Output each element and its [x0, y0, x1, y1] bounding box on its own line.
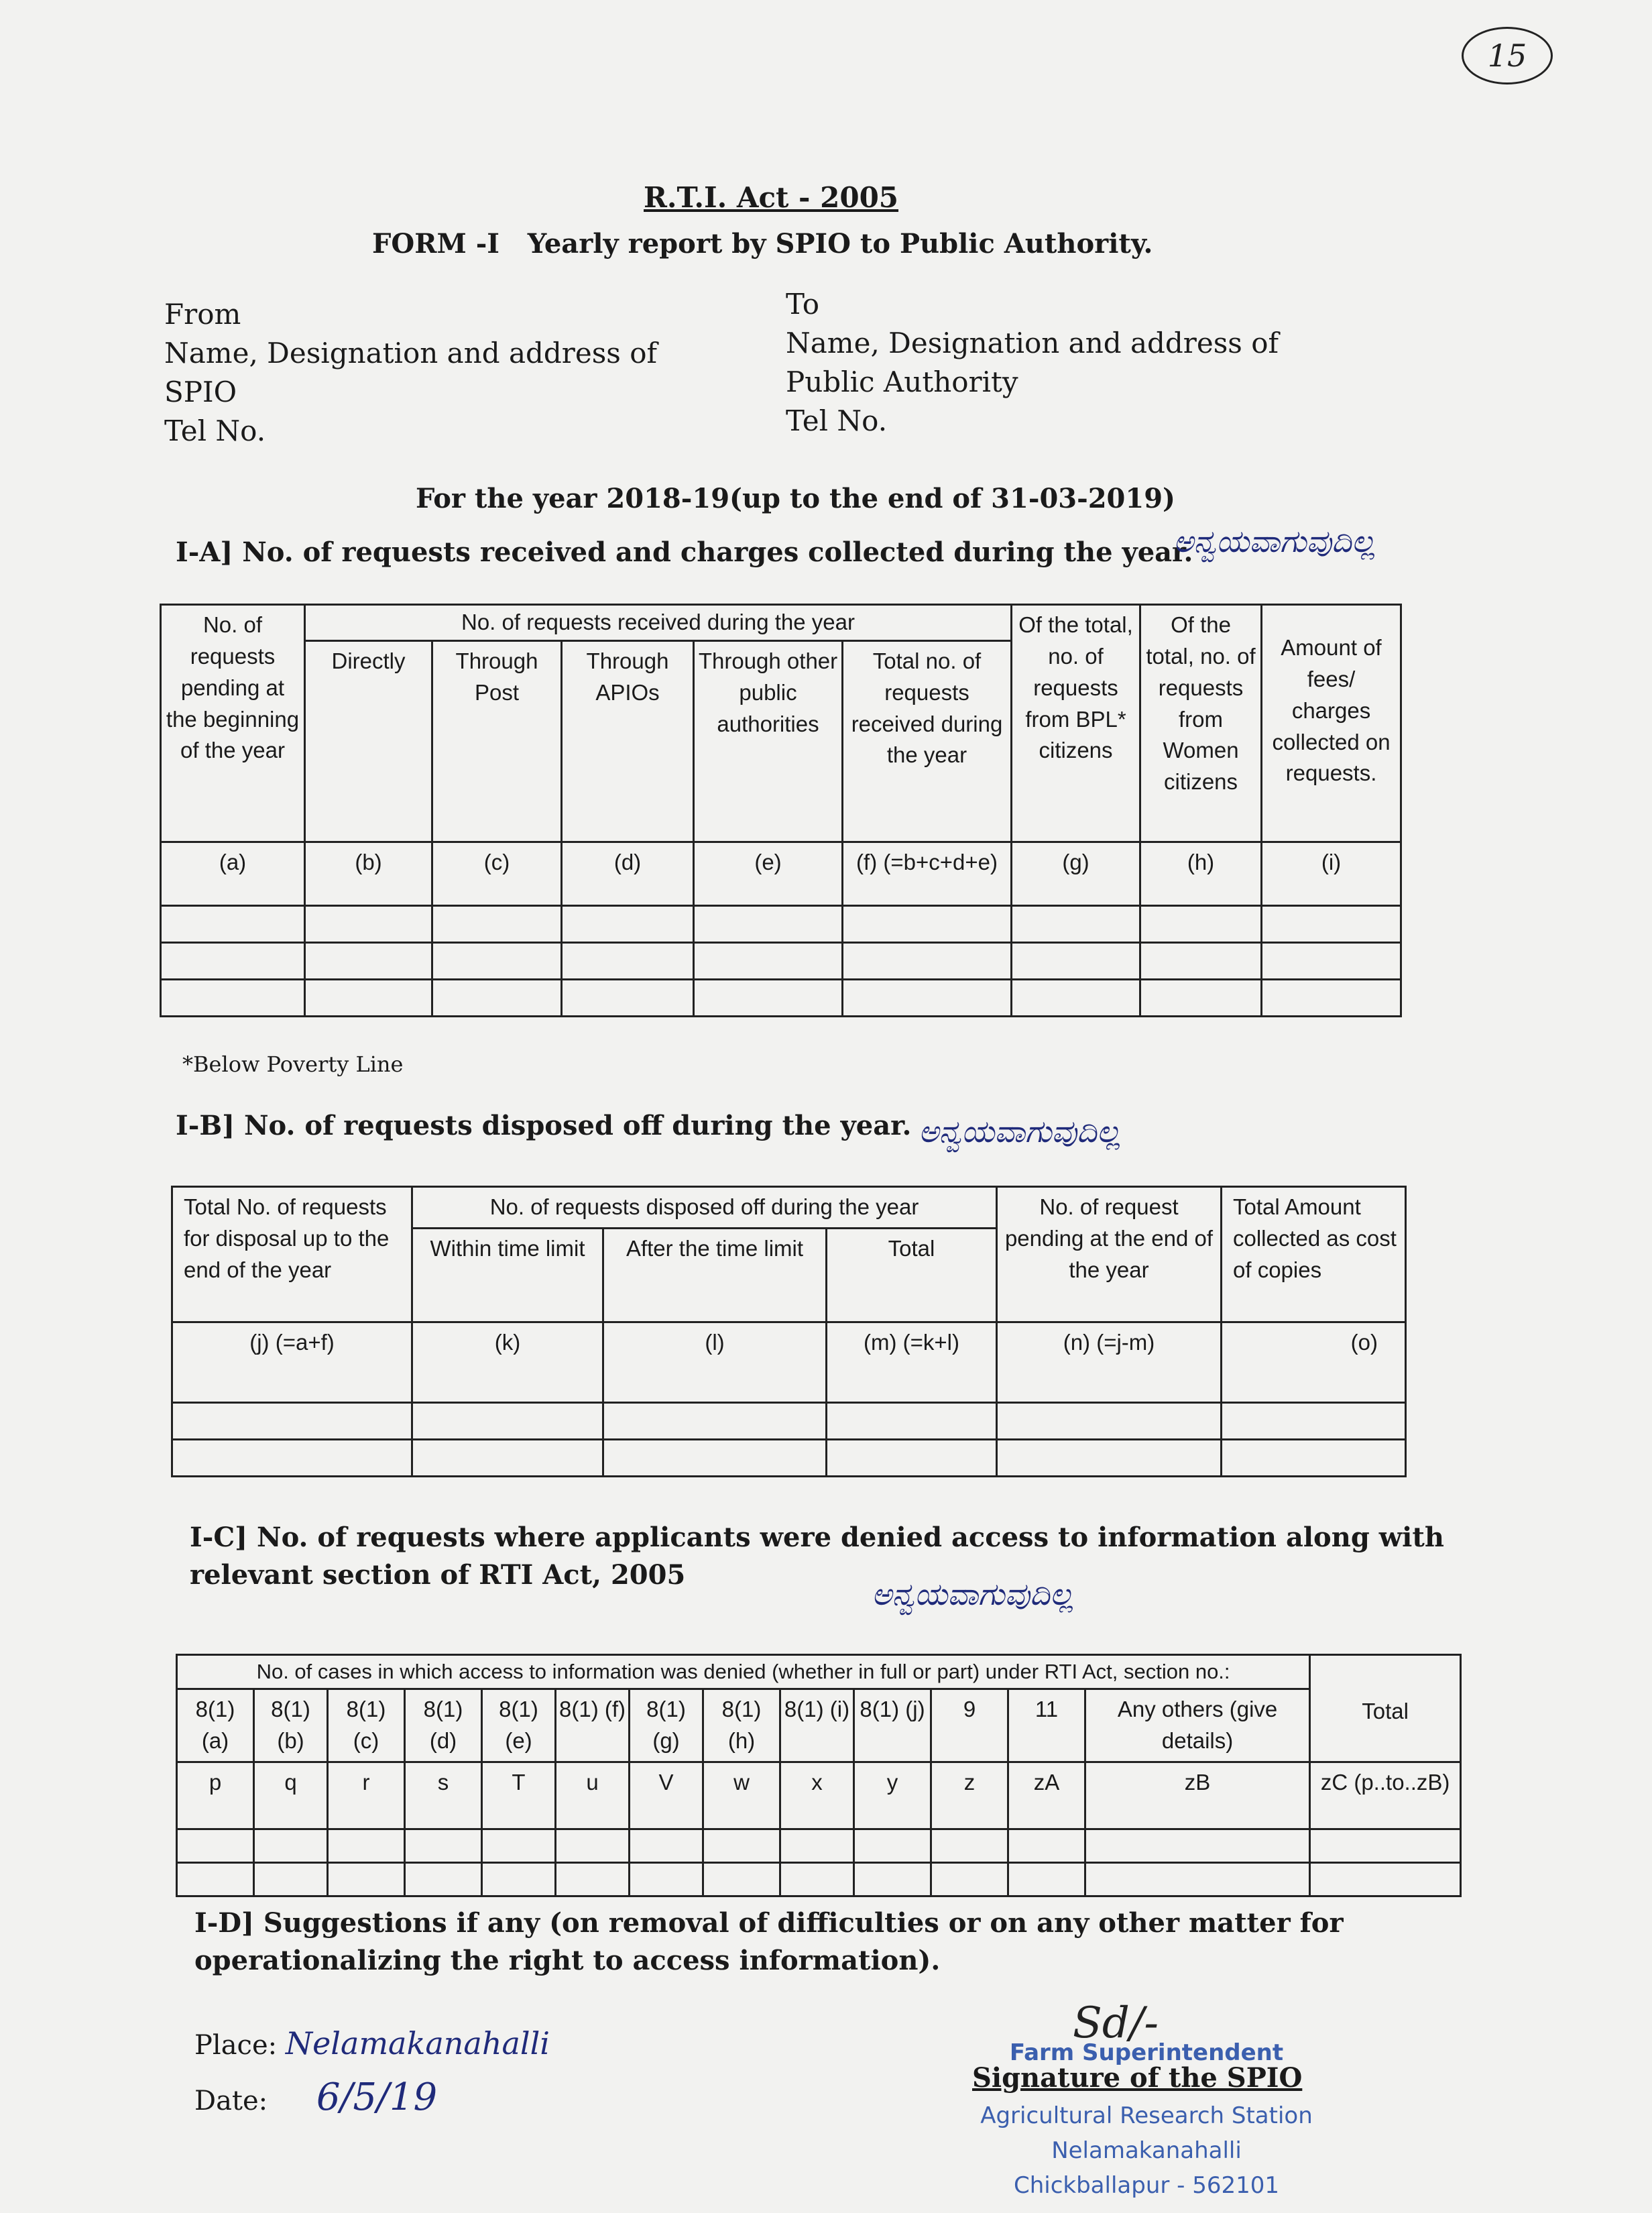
section-ic-heading — [190, 1519, 1444, 1594]
col-header: Through other public authorities — [694, 640, 843, 842]
section-id-heading-line: I-D] Suggestions if any (on removal of difficulties or on any other matter for — [194, 1907, 1344, 1939]
col-code: p — [177, 1762, 254, 1829]
col-code: (b) — [305, 842, 432, 905]
group-header: No. of requests disposed off during the year — [412, 1187, 997, 1229]
footnote-bpl: *Below Poverty Line — [182, 1052, 404, 1077]
to-line: Public Authority — [786, 365, 1018, 398]
year-line: For the year 2018-19(up to the end of 31-03-2019) — [416, 483, 1175, 514]
col-code: (i) — [1262, 842, 1401, 905]
col-code: u — [556, 1762, 630, 1829]
section-ic-table — [176, 1654, 1462, 1897]
col-code: zC (p..to..zB) — [1310, 1762, 1461, 1829]
section-id-heading-line: operationalizing the right to access information). — [194, 1945, 941, 1976]
table-row — [161, 905, 1401, 942]
col-code: s — [405, 1762, 482, 1829]
col-code: (c) — [432, 842, 562, 905]
handwritten-not-applicable: ಅನ್ವಯವಾಗುವುದಿಲ್ಲ — [872, 1576, 1074, 1612]
section-header: 8(1) (c) — [328, 1689, 405, 1762]
form-subtitle: FORM -I Yearly report by SPIO to Public Authority. — [372, 228, 1153, 260]
page-title: R.T.I. Act - 2005 — [644, 181, 899, 214]
col-header: Amount of fees/ charges collected on requests. — [1262, 605, 1401, 842]
col-code: (j) (=a+f) — [172, 1322, 412, 1402]
stamp-line: Chickballapur - 562101 — [1013, 2172, 1280, 2199]
section-ic-heading-line: relevant section of RTI Act, 2005 — [190, 1559, 686, 1591]
date-label: Date: — [194, 2086, 268, 2116]
from-line: Name, Designation and address of — [164, 337, 658, 370]
section-header: 8(1) (b) — [254, 1689, 328, 1762]
col-code: q — [254, 1762, 328, 1829]
stamp-line: Farm Superintendent — [1009, 2039, 1284, 2066]
table-row — [161, 942, 1401, 979]
section-header: 8(1) (e) — [482, 1689, 556, 1762]
signature-label: Signature of the SPIO — [972, 2062, 1303, 2094]
col-header: Of the total, no. of requests from BPL* citizens — [1012, 605, 1140, 842]
table-row — [177, 1862, 1461, 1896]
col-code: x — [780, 1762, 854, 1829]
handwritten-not-applicable: ಅನ್ವಯವಾಗುವುದಿಲ್ಲ — [1173, 523, 1376, 559]
section-ia-table — [160, 604, 1402, 1017]
col-code: (m) (=k+l) — [827, 1322, 997, 1402]
from-line: SPIO — [164, 376, 237, 408]
col-code: y — [854, 1762, 931, 1829]
section-ib-table — [171, 1186, 1407, 1477]
col-header: Of the total, no. of requests from Women citizens — [1140, 605, 1262, 842]
section-header: 11 — [1008, 1689, 1085, 1762]
col-header: Total no. of requests received during the year — [843, 640, 1012, 842]
section-header: 8(1) (h) — [703, 1689, 780, 1762]
place-row — [194, 2025, 550, 2061]
table-row — [172, 1402, 1406, 1439]
col-code: (n) (=j-m) — [997, 1322, 1222, 1402]
section-ia-heading: I-A] No. of requests received and charges collected during the year. — [176, 536, 1193, 568]
section-header: 8(1) (f) — [556, 1689, 630, 1762]
col-header: Total — [1310, 1655, 1461, 1762]
col-header: No. of requests pending at the beginning of the year — [161, 605, 305, 842]
section-header: 8(1) (a) — [177, 1689, 254, 1762]
from-line: Tel No. — [164, 414, 266, 447]
table-row — [161, 979, 1401, 1016]
from-label: From — [164, 298, 241, 331]
col-header: No. of request pending at the end of the year — [997, 1187, 1222, 1322]
handwritten-not-applicable: ಅನ್ವಯವಾಗುವುದಿಲ್ಲ — [919, 1113, 1121, 1149]
group-header: No. of cases in which access to information was denied (whether in full or part) under RTI Act, section no.: — [177, 1655, 1310, 1689]
date-row — [194, 2076, 437, 2119]
to-line: Tel No. — [786, 404, 888, 437]
to-block — [786, 285, 1279, 441]
to-line: Name, Designation and address of — [786, 327, 1279, 359]
col-code: (o) — [1222, 1322, 1406, 1402]
col-header: Total No. of requests for disposal up to the end of the year — [172, 1187, 412, 1322]
col-code: T — [482, 1762, 556, 1829]
signature-mark: Sd/- — [1073, 1998, 1159, 2048]
col-code: z — [931, 1762, 1008, 1829]
col-code: (k) — [412, 1322, 603, 1402]
section-ic-heading-line: I-C] No. of requests where applicants were denied access to information along with — [190, 1522, 1444, 1553]
col-header: Total Amount collected as cost of copies — [1222, 1187, 1406, 1322]
col-header: Directly — [305, 640, 432, 842]
section-header: 8(1) (d) — [405, 1689, 482, 1762]
stamp-line: Agricultural Research Station — [980, 2102, 1313, 2129]
col-code: (g) — [1012, 842, 1140, 905]
section-header: 8(1) (i) — [780, 1689, 854, 1762]
section-ib-heading: I-B] No. of requests disposed off during the year. — [176, 1110, 912, 1141]
section-header: 9 — [931, 1689, 1008, 1762]
col-code: zB — [1085, 1762, 1310, 1829]
col-code: (d) — [562, 842, 694, 905]
col-header: Through Post — [432, 640, 562, 842]
stamp-line: Nelamakanahalli — [1051, 2137, 1242, 2164]
col-code: w — [703, 1762, 780, 1829]
table-row — [177, 1829, 1461, 1862]
place-label: Place: — [194, 2030, 278, 2061]
section-header: 8(1) (j) — [854, 1689, 931, 1762]
col-header: Total — [827, 1228, 997, 1322]
col-code: r — [328, 1762, 405, 1829]
section-header: Any others (give details) — [1085, 1689, 1310, 1762]
group-header: No. of requests received during the year — [305, 605, 1012, 641]
col-code: (f) (=b+c+d+e) — [843, 842, 1012, 905]
col-header: Within time limit — [412, 1228, 603, 1322]
date-value: 6/5/19 — [316, 2076, 438, 2119]
col-code: (e) — [694, 842, 843, 905]
col-header: After the time limit — [603, 1228, 827, 1322]
col-code: zA — [1008, 1762, 1085, 1829]
office-stamp — [959, 2035, 1334, 2203]
page-number: 15 — [1462, 27, 1553, 84]
section-header: 8(1) (g) — [630, 1689, 703, 1762]
place-value: Nelamakanahalli — [285, 2025, 550, 2061]
col-header: Through APIOs — [562, 640, 694, 842]
col-code: (h) — [1140, 842, 1262, 905]
section-id-heading — [194, 1905, 1344, 1980]
col-code: (a) — [161, 842, 305, 905]
to-label: To — [786, 288, 820, 321]
col-code: V — [630, 1762, 703, 1829]
from-block — [164, 295, 657, 451]
col-code: (l) — [603, 1322, 827, 1402]
table-row — [172, 1439, 1406, 1476]
